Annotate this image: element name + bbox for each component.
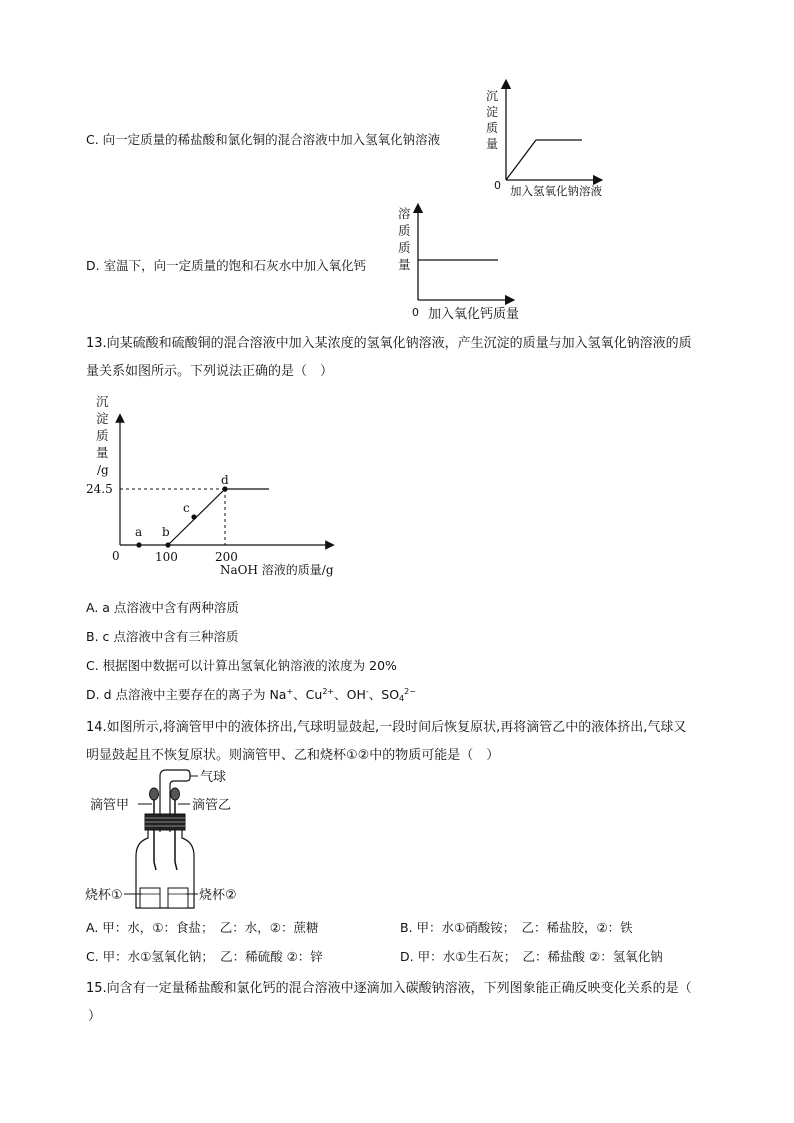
- so-subscript: 4: [399, 694, 405, 703]
- q15-stem-line1: 15.向含有一定量稀盐酸和氯化钙的混合溶液中逐滴加入碳酸钠溶液，下列图象能正确反映变化关系的是（: [86, 981, 692, 996]
- beaker-2-label: 烧杯②: [199, 888, 237, 903]
- q13-option-a: A. a 点溶液中含有两种溶质: [86, 600, 239, 615]
- sep-cu: 、Cu: [293, 687, 323, 702]
- q13-ylabel-3: 质: [96, 428, 109, 443]
- q15-stem-line2: ）: [88, 1009, 102, 1024]
- q13-point-b: [165, 542, 170, 547]
- q13-point-a: [136, 542, 141, 547]
- cu-charge: 2+: [322, 687, 335, 696]
- dropper-a-label: 滴管甲: [90, 798, 130, 813]
- q13-label-c: c: [183, 501, 190, 515]
- q14-option-a: A. 甲：水，①：食盐； 乙：水，②：蔗糖: [86, 920, 319, 935]
- q14-stem-line1: 14.如图所示,将滴管甲中的液体挤出,气球明显鼓起,一段时间后恢复原状,再将滴管乙中的液体挤出,气球又: [86, 720, 687, 735]
- q12-option-c: C. 向一定质量的稀盐酸和氯化铜的混合溶液中加入氢氧化钠溶液: [86, 132, 441, 147]
- q14-option-c: C. 甲：水①氢氧化钠； 乙：稀硫酸 ②：锌: [86, 949, 323, 964]
- na-charge: +: [286, 687, 294, 696]
- q12-option-d: D. 室温下，向一定质量的饱和石灰水中加入氧化钙: [86, 258, 367, 273]
- q12c-xlabel: 加入氢氧化钠溶液: [510, 184, 602, 198]
- q12d-origin: 0: [412, 306, 419, 319]
- q14-stem-line2: 明显鼓起且不恢复原状。则滴管甲、乙和烧杯①②中的物质可能是（ ）: [86, 748, 500, 763]
- q14-option-b: B. 甲：水①硝酸铵； 乙：稀盐胶，②：铁: [400, 920, 633, 935]
- dropper-b-tip: [175, 830, 177, 870]
- q12c-origin: 0: [494, 179, 501, 192]
- q13-x-tick-100: 100: [155, 550, 178, 564]
- q13-y-tick: 24.5: [86, 482, 113, 496]
- q12c-ylabel-3: 质: [486, 121, 499, 135]
- sep-oh: 、OH: [334, 687, 366, 702]
- oh-charge: -: [365, 687, 369, 696]
- so-charge: 2−: [404, 687, 416, 696]
- q13-xlabel: NaOH 溶液的质量/g: [220, 563, 334, 577]
- q12d-ylabel-1: 溶: [398, 206, 411, 221]
- dropper-b-bulb: [171, 788, 180, 800]
- beaker-1: [140, 888, 160, 908]
- q13-point-d: [222, 486, 227, 491]
- dropper-a-tip: [154, 830, 156, 870]
- q12c-ylabel-4: 量: [486, 137, 499, 151]
- q13-option-c: C. 根据图中数据可以计算出氢氧化钠溶液的浓度为 20%: [86, 658, 397, 673]
- q13-label-d: d: [221, 473, 229, 487]
- q13-point-c: [191, 514, 196, 519]
- q12d-ylabel-2: 质: [398, 223, 411, 238]
- q12-chart-c: [470, 76, 620, 200]
- q13-stem-line1: 13.向某硫酸和硫酸铜的混合溶液中加入某浓度的氢氧化钠溶液，产生沉淀的质量与加入氢氧化钠溶液的质: [86, 336, 692, 351]
- q13-stem-line2: 量关系如图所示。下列说法正确的是（ ）: [86, 364, 334, 379]
- q13-ylabel-4: 量: [96, 445, 109, 460]
- q12c-curve: [506, 140, 582, 180]
- q14-apparatus-figure: [82, 766, 282, 914]
- q13-ylabel-unit: /g: [97, 463, 109, 477]
- balloon-label: 气球: [200, 770, 227, 785]
- q13-option-d-prefix: D. d 点溶液中主要存在的离子为 Na: [86, 687, 287, 702]
- q13-ylabel-1: 沉: [96, 394, 109, 409]
- beaker-1-label: 烧杯①: [85, 888, 123, 903]
- q13-curve: [168, 489, 269, 545]
- q13-x-tick-200: 200: [215, 550, 238, 564]
- dropper-b-label: 滴管乙: [192, 798, 232, 813]
- dropper-a-bulb: [150, 788, 159, 800]
- q12c-ylabel-1: 沉: [486, 89, 499, 103]
- q12d-ylabel-3: 质: [398, 240, 411, 255]
- q12d-xlabel: 加入氧化钙质量: [428, 307, 520, 322]
- beaker-2: [168, 888, 188, 908]
- q12-chart-d: [388, 202, 548, 324]
- q13-chart: [82, 388, 352, 580]
- q12c-ylabel-2: 淀: [486, 105, 499, 119]
- q14-option-d: D. 甲：水①生石灰； 乙：稀盐酸 ②：氢氧化钠: [400, 949, 663, 964]
- q13-option-b: B. c 点溶液中含有三种溶质: [86, 629, 239, 644]
- q13-label-a: a: [135, 525, 143, 539]
- q13-label-b: b: [162, 525, 170, 539]
- sep-so: 、SO: [368, 687, 400, 702]
- q12d-ylabel-4: 量: [398, 257, 411, 272]
- q13-option-d: [86, 685, 416, 703]
- q13-ylabel-2: 淀: [96, 411, 109, 426]
- q13-origin: 0: [112, 549, 120, 563]
